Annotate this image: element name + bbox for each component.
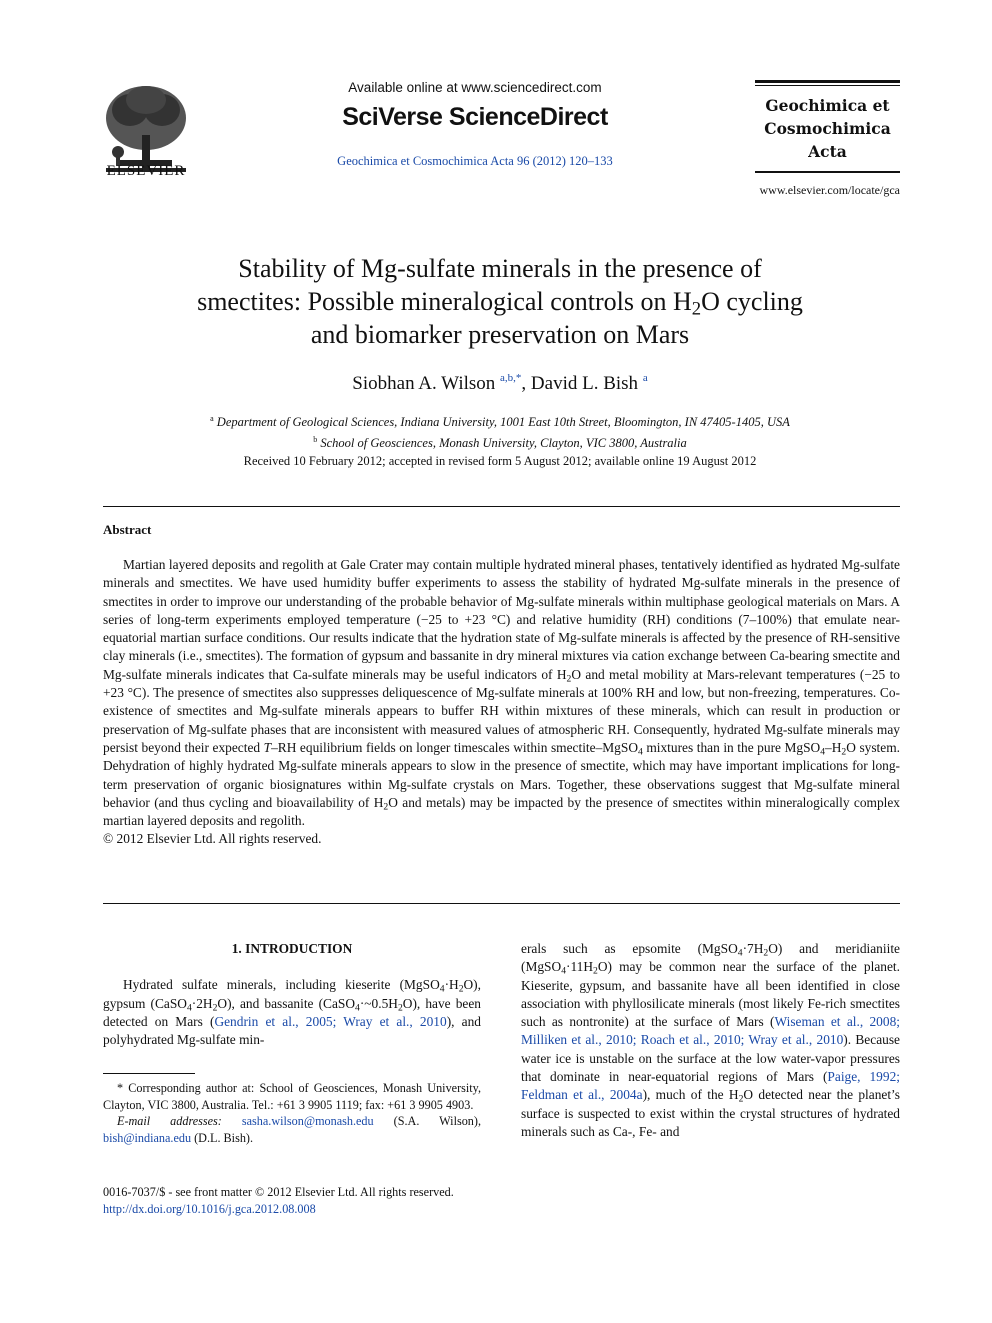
journal-name-line1: Geochimica et [765, 96, 890, 115]
intro-text: O) may be common near the surface of the planet. Kieserite, gypsum, and bassanite have all been identified in close association with phyllosilicate minerals (most likely Fe-rich smectites such as nontronite) at the surface of Mars ( [521, 959, 900, 1030]
sub: 4 [355, 1002, 360, 1013]
email-label: E-mail addresses: [117, 1114, 222, 1128]
front-matter-note [103, 1184, 523, 1217]
title-line1: Stability of Mg-sulfate minerals in the presence of [238, 254, 762, 283]
footnote-rule [103, 1073, 195, 1074]
abstract-rule-top [103, 506, 900, 507]
intro-text: O), gypsum (CaSO [103, 977, 481, 1011]
abstract-text-4: –RH equilibrium fields on longer timescales within smectite–MgSO [271, 739, 638, 755]
intro-text: ). Because water ice is unstable on the surface at the low water-vapor pressures that dominate in near-equatorial regions of Mars ( [521, 1032, 900, 1085]
page-header [100, 75, 900, 205]
sub: 2 [383, 801, 389, 813]
affiliations [100, 410, 900, 452]
title-subscript: 2 [691, 298, 702, 320]
author-wilson: Siobhan A. Wilson [352, 373, 496, 394]
citation-link-gendrin-wray[interactable]: Gendrin et al., 2005; Wray et al., 2010 [214, 1013, 447, 1029]
article-dates: Received 10 February 2012; accepted in revised form 5 August 2012; available online 19 August 2012 [243, 454, 757, 468]
sub: 4 [186, 1002, 192, 1013]
journal-masthead [755, 80, 900, 198]
author-bish-affil-link[interactable]: a [642, 372, 648, 384]
sub: 2 [212, 1002, 218, 1013]
intro-text: ·11H [566, 959, 594, 975]
intro-text: O detected near the planet’s surface is suspected to exist within the crystal structures of hydrated minerals such as Ca-, Fe- and [521, 1087, 900, 1139]
sub: 2 [841, 746, 847, 758]
email-link-wilson[interactable]: sasha.wilson@monash.edu [241, 1114, 374, 1128]
publisher-wordmark: ELSEVIER [106, 163, 186, 179]
intro-text: ·7H [742, 941, 764, 956]
sub: 4 [638, 746, 643, 758]
affil-b: School of Geosciences, Monash University, Clayton, VIC 3800, Australia [320, 436, 687, 450]
intro-text: ), and polyhydrated Mg-sulfate min- [103, 1013, 481, 1048]
intro-paragraph-right [521, 940, 900, 1141]
journal-ref-link[interactable]: Geochimica et Cosmochimica Acta 96 (2012) 120–133 [337, 154, 613, 168]
abstract-text-5: mixtures than in the pure MgSO [642, 739, 821, 755]
sub: 2 [763, 947, 769, 959]
author-bish: David L. Bish [530, 373, 639, 394]
email-owner-wilson: (S.A. Wilson), [373, 1114, 481, 1128]
sub: 4 [561, 965, 566, 977]
article-title [100, 252, 900, 351]
right-column [521, 940, 900, 1141]
affil-b-label: b [313, 435, 318, 444]
sub: 2 [397, 1002, 403, 1013]
affil-a-label: a [210, 414, 214, 423]
corresponding-author-note: * Corresponding author at: School of Geosciences, Monash University, Clayton, VIC 3800, Australia. Tel.: +61 3 9905 1119; fax: +61 3 9905 4903. [103, 1081, 481, 1112]
journal-name [755, 94, 900, 163]
doi-link[interactable]: http://dx.doi.org/10.1016/j.gca.2012.08.008 [103, 1201, 316, 1216]
intro-text: O) and meridianiite (MgSO [521, 941, 900, 975]
sub: 2 [566, 673, 572, 685]
journal-name-line3: Acta [808, 142, 847, 161]
intro-text: erals such as epsomite (MgSO [521, 941, 738, 956]
email-link-bish[interactable]: bish@indiana.edu [103, 1130, 192, 1145]
masthead-rule-bottom [755, 171, 900, 173]
abstract-text-1: Martian layered deposits and regolith at Gale Crater may contain multiple hydrated mineral phases, tentatively identified as hydrated Mg-sulfate minerals and smectites. We have used humidity buffer experiments to assess the stability of hydrated Mg-sulfate minerals in the presence of smectites in order to improve our understanding of the probable behavior of Mg-sulfate minerals within multiphase geological materials on Mars. A series of long-term experiments employed temperature (−25 to +23 °C) and relative humidity (RH) conditions (7–100%) that emulate near-equatorial martian surface conditions. Our results indicate that the hydration state of Mg-sulfate minerals is affected by the presence of RH-sensitive clay minerals (i.e., smectites). The formation of gypsum and bassanite in dry mineral mixtures via cation exchange between Ca-bearing smectite and Mg-sulfate minerals indicates that Ca-sulfate minerals may be useful indicators of H [103, 557, 900, 682]
sub: 2 [738, 1093, 744, 1105]
abstract-copyright: © 2012 Elsevier Ltd. All rights reserved. [103, 831, 322, 847]
sub: 4 [737, 947, 743, 959]
author-wilson-affil-link[interactable]: a,b,* [500, 372, 522, 384]
intro-text: Hydrated sulfate minerals, including kieserite (MgSO [123, 977, 440, 993]
abstract-heading: Abstract [103, 522, 152, 537]
sub: 2 [593, 965, 598, 977]
journal-url[interactable]: www.elsevier.com/locate/gca [759, 183, 900, 197]
author-separator: , [521, 373, 531, 394]
section-heading-introduction: 1. INTRODUCTION [231, 941, 353, 956]
abstract-text-8: O and metals) may be impacted by the presence of smectites within mineralogically complex martian layered deposits and regolith. [103, 794, 900, 829]
citation-link-wiseman-milliken[interactable]: Wiseman et al., 2008; Milliken et al., 2010; Roach et al., 2010; Wray et al., 2010 [521, 1014, 900, 1048]
sub: 4 [820, 746, 826, 758]
left-column [103, 940, 481, 1049]
journal-name-line2: Cosmochimica [764, 119, 891, 138]
title-line2b: O cycling [701, 287, 803, 316]
intro-text: ·2H [191, 995, 213, 1011]
issn-line: 0016-7037/$ - see front matter © 2012 Elsevier Ltd. All rights reserved. [103, 1185, 454, 1199]
abstract-text-7: O system. Dehydration of highly hydrated Mg-sulfate minerals appears to slow in the presence of smectite, which may have important implications for long-term preservation of organic biosignatures within Mg-sulfate crystals on Mars. Together, these observations suggest that Mg-sulfate mineral behavior (and thus cycling and bioavailability of H [103, 739, 900, 810]
abstract-rule-bottom [103, 903, 900, 904]
masthead-rule-top-thin [755, 85, 900, 86]
abstract-italic-T: T [263, 739, 272, 755]
intro-text: ·~0.5H [359, 995, 398, 1011]
citation-link-paige-feldman[interactable]: Paige, 1992; Feldman et al., 2004a [521, 1069, 900, 1103]
abstract-text-2: O and metal mobility at Mars-relevant temperatures (−25 to +23 °C). The presence of smectites also suppresses deliquescence of Mg-sulfate minerals at 100% RH and low, but non-freezing, temperatures. Co-existence of smectites and Mg-sulfate minerals appears to buffer RH within mixtures of these minerals, which can result in production or preservation of Mg-sulfate phases that are inconsistent with measured values of atmospheric RH. Consequently, hydrated Mg-sulfate minerals may persist beyond their expected [103, 666, 900, 755]
abstract-text-6: –H [825, 739, 842, 755]
intro-text: O), and bassanite (CaSO [217, 995, 356, 1011]
sciverse-logo: SciVerse ScienceDirect [342, 103, 608, 131]
affil-a: Department of Geological Sciences, Indiana University, 1001 East 10th Street, Bloomington, IN 47405-1405, USA [216, 415, 790, 429]
sub: 4 [439, 983, 445, 995]
intro-text: ), much of the H [642, 1087, 739, 1103]
intro-text: O), have been detected on Mars ( [103, 995, 481, 1029]
center-header [315, 80, 635, 169]
email-owner-bish: (D.L. Bish). [191, 1130, 254, 1145]
author-list [100, 372, 900, 395]
footnote [103, 1080, 481, 1146]
intro-paragraph-left [103, 976, 481, 1049]
abstract-body [103, 556, 900, 849]
available-online: Available online at www.sciencedirect.com [348, 80, 602, 95]
title-line2a: smectites: Possible mineralogical controls on H [197, 287, 692, 316]
title-line3: and biomarker preservation on Mars [310, 320, 690, 349]
sub: 2 [458, 983, 464, 995]
intro-text: ·H [444, 977, 459, 993]
masthead-rule-top [755, 80, 900, 83]
